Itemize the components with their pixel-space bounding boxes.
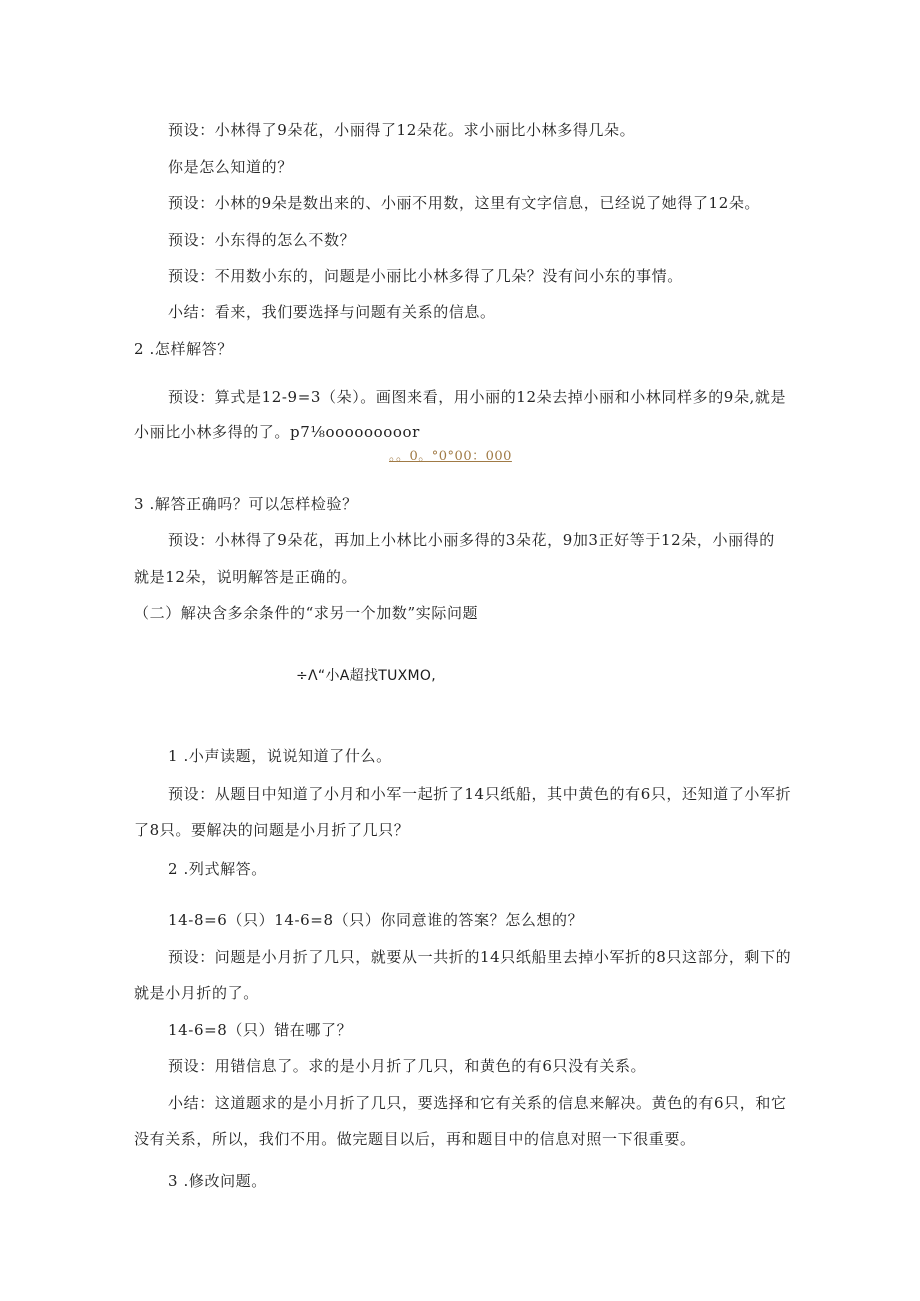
paragraph: 小结：这道题求的是小月折了几只，要选择和它有关系的信息来解决。黄色的有6只，和它 xyxy=(168,1094,787,1112)
paragraph: 预设：从题目中知道了小月和小军一起折了14只纸船，其中黄色的有6只，还知道了小军折 xyxy=(168,785,792,803)
section-heading: （二）解决含多余条件的“求另一个加数”实际问题 xyxy=(134,604,479,622)
section-heading: 2 .列式解答。 xyxy=(168,860,267,878)
paragraph: 预设：算式是12-9=3（朵）。画图来看，用小丽的12朵去掉小丽和小林同样多的9朵,就是 xyxy=(168,388,787,406)
section-heading: 1 .小声读题，说说知道了什么。 xyxy=(168,747,392,765)
figure-residue: 。。0。°0°00：000 xyxy=(389,449,512,464)
paragraph: 预设：小东得的怎么不数？ xyxy=(168,231,356,249)
paragraph: 预设：用错信息了。求的是小月折了几只，和黄色的有6只没有关系。 xyxy=(168,1057,647,1075)
paragraph: 小结：看来，我们要选择与问题有关系的信息。 xyxy=(168,303,496,321)
figure-caption: ÷Λ“小Α超找TUXMO, xyxy=(296,668,436,684)
section-heading: 3 .修改问题。 xyxy=(168,1172,267,1190)
section-heading: 3 .解答正确吗？可以怎样检验？ xyxy=(134,495,358,513)
paragraph: 预设：小林的9朵是数出来的、小丽不用数，这里有文字信息，已经说了她得了12朵。 xyxy=(168,194,761,212)
paragraph: 预设：小林得了9朵花，再加上小林比小丽多得的3朵花，9加3正好等于12朵，小丽得的 xyxy=(168,531,775,549)
paragraph: 14-8=6（只）14-6=8（只）你同意谁的答案？怎么想的？ xyxy=(168,911,584,929)
section-heading: 2 .怎样解答？ xyxy=(134,340,233,358)
paragraph: 预设：问题是小月折了几只，就要从一共折的14只纸船里去掉小军折的8只这部分，剩下的 xyxy=(168,948,792,966)
paragraph: 就是小月折的了。 xyxy=(134,984,259,1002)
paragraph: 14-6=8（只）错在哪了？ xyxy=(168,1021,353,1039)
paragraph: 小丽比小林多得的了。p7⅛ooooooooor xyxy=(134,423,420,441)
paragraph: 了8只。要解决的问题是小月折了几只？ xyxy=(134,821,410,839)
paragraph: 预设：小林得了9朵花，小丽得了12朵花。求小丽比小林多得几朵。 xyxy=(168,121,636,139)
paragraph: 就是12朵，说明解答是正确的。 xyxy=(134,568,358,586)
paragraph: 你是怎么知道的？ xyxy=(168,158,293,176)
paragraph: 没有关系，所以，我们不用。做完题目以后，再和题目中的信息对照一下很重要。 xyxy=(134,1130,696,1148)
paragraph: 预设：不用数小东的，问题是小丽比小林多得了几朵？没有问小东的事情。 xyxy=(168,267,683,285)
